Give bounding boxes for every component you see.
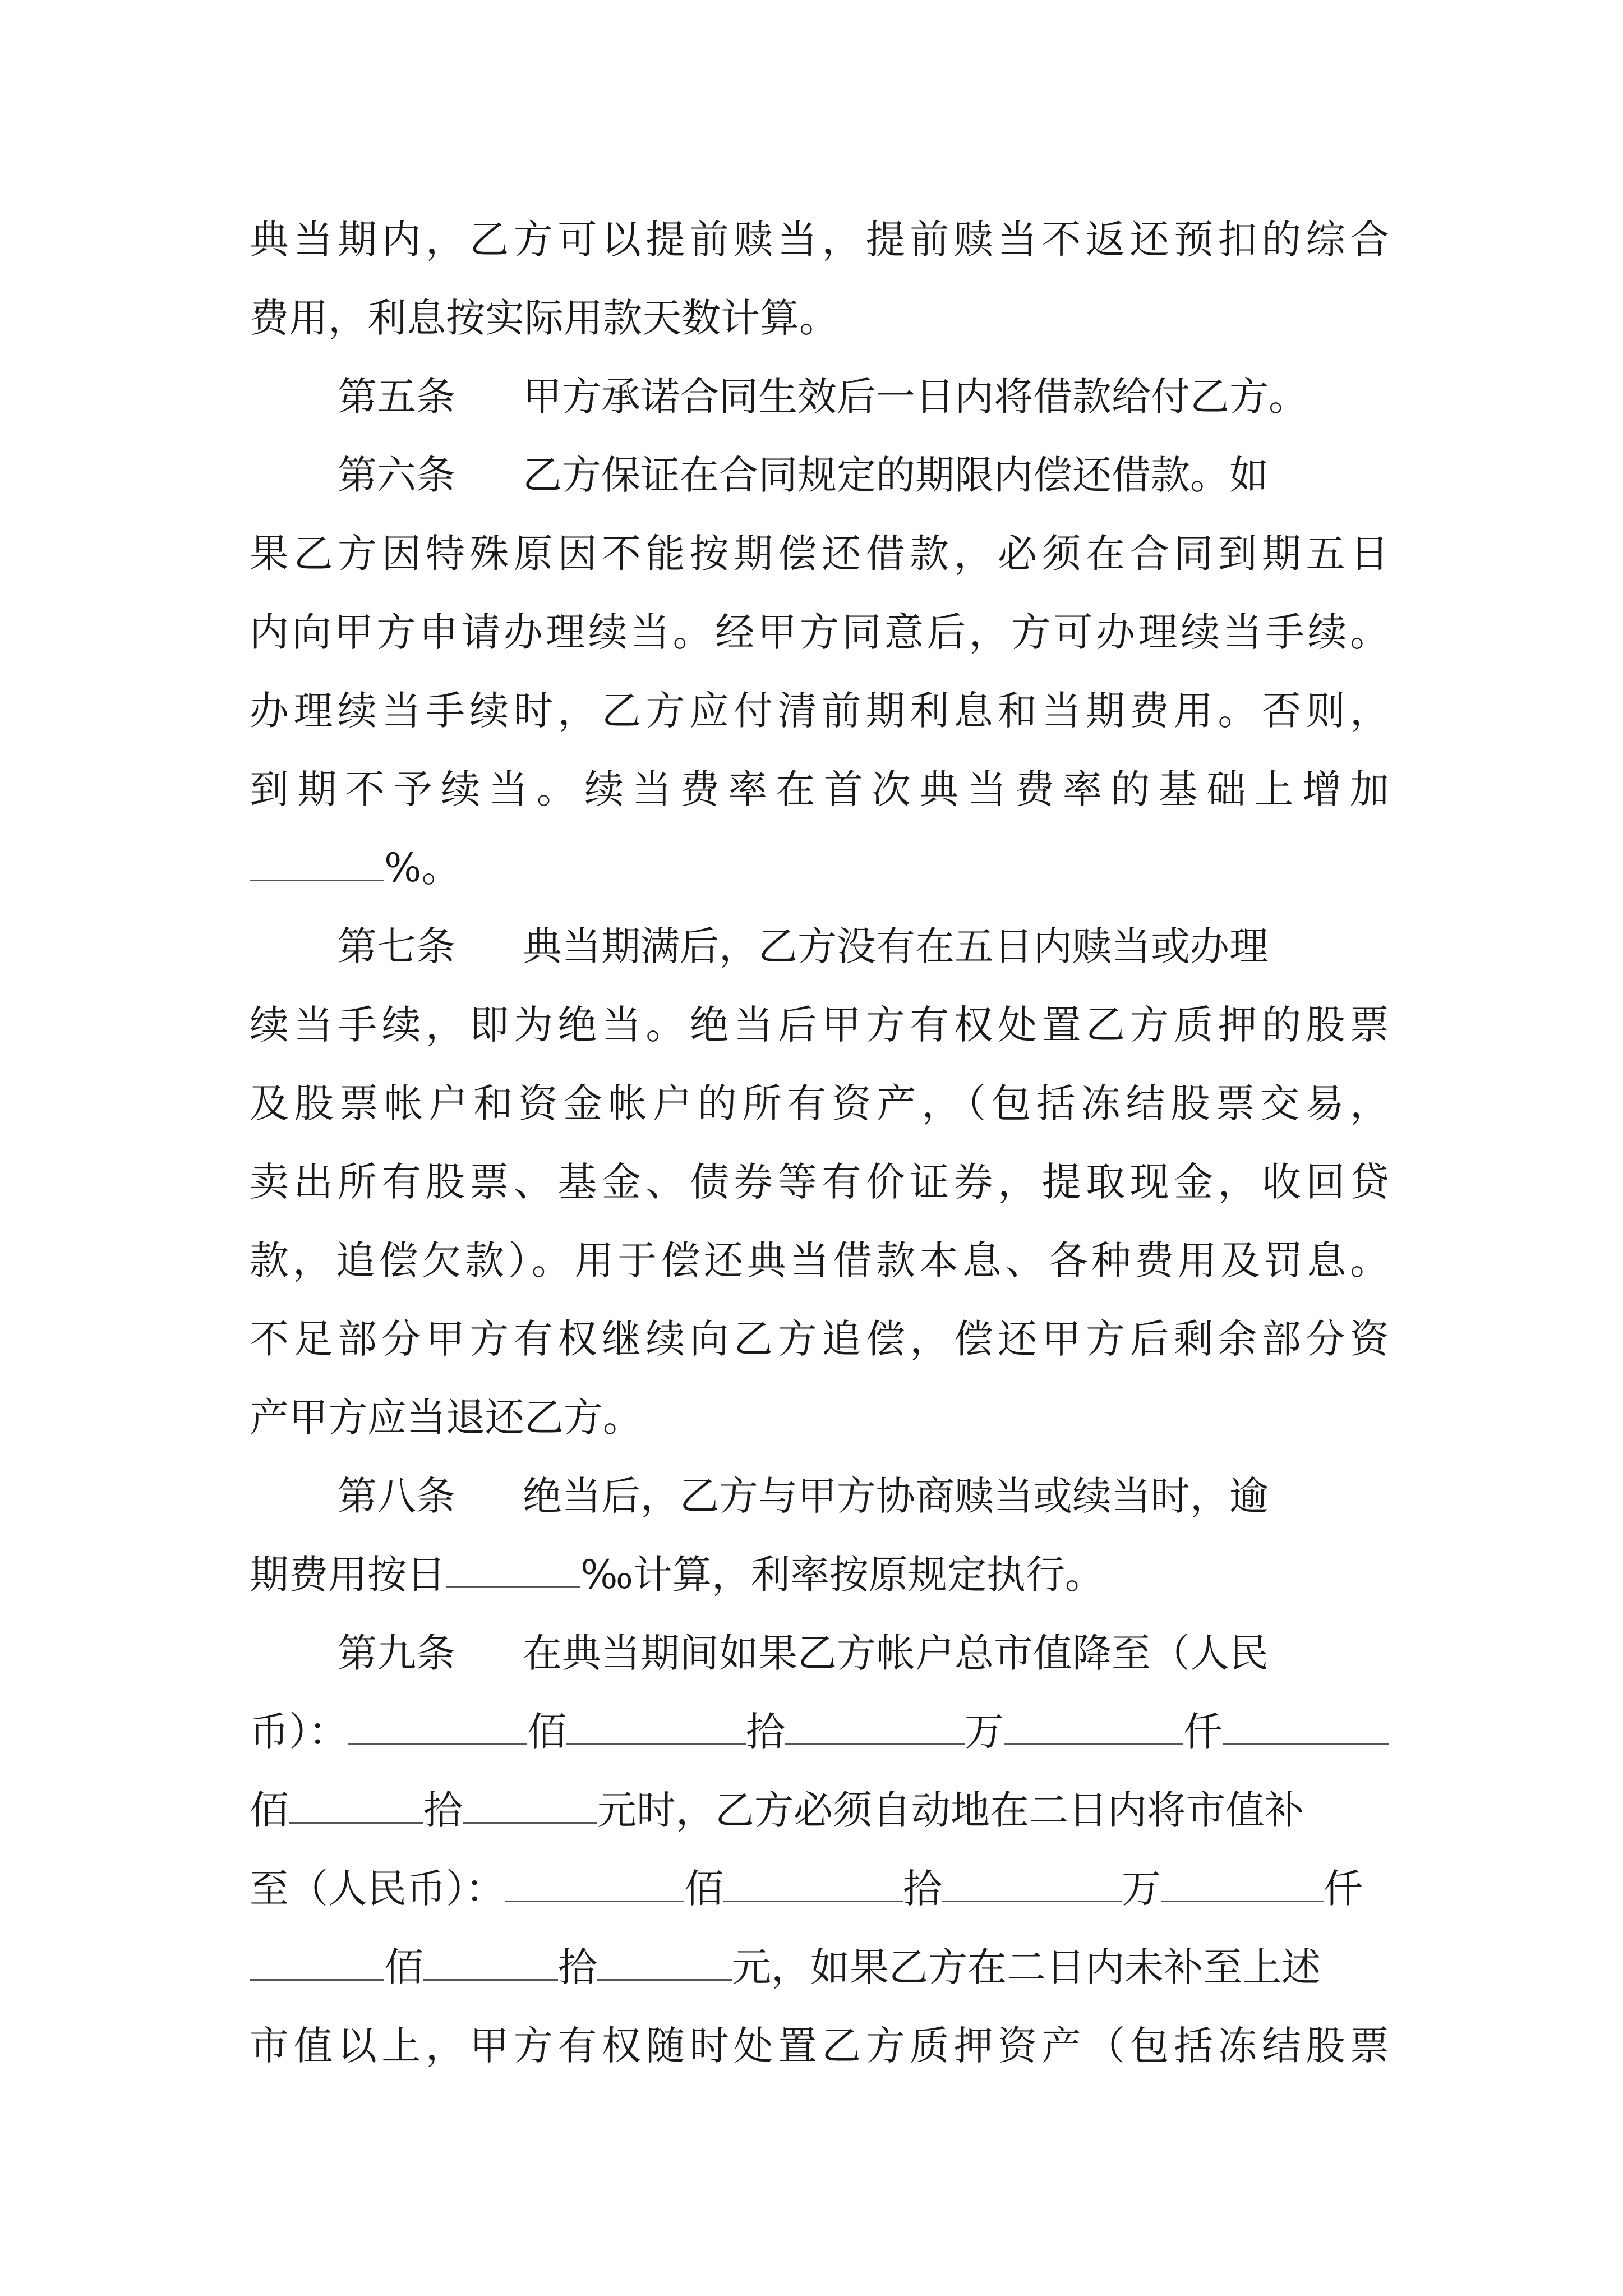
line-text: 绝当后，乙方与甲方协商赎当或续当时，逾 [523,1473,1269,1519]
line-text: 办理续当手续时，乙方应付清前期利息和当期费用。否则， [250,688,1389,734]
line-text: 费用，利息按实际用款天数计算。 [250,295,838,341]
line-text: 币）： [250,1709,348,1755]
unit-label: 万 [965,1709,1004,1755]
unit-label: 佰 [684,1866,723,1912]
line-text: 市值以上，甲方有权随时处置乙方质押资产（包括冻结股票 [250,2023,1389,2069]
fill-in-blank [289,1788,423,1824]
article-8-line [338,1457,1389,1535]
amount-line [250,1692,1389,1771]
line-text: 到期不予续当。续当费率在首次典当费率的基础上增加 [250,766,1389,812]
unit-label: 拾 [423,1787,463,1833]
line-text: 续当手续，即为绝当。绝当后甲方有权处置乙方质押的股票 [250,1002,1389,1048]
paragraph-line [250,593,1389,671]
paragraph-line [250,1221,1389,1300]
unit-label: 拾 [746,1709,785,1755]
paragraph-line [250,1064,1389,1143]
unit-label: 仟 [1324,1866,1363,1912]
fill-in-blank [597,1945,732,1981]
fill-in-blank [1223,1710,1389,1745]
paragraph-line [250,200,1389,279]
line-text: 内向甲方申请办理续当。经甲方同意后，方可办理续当手续。 [250,609,1389,655]
line-text: 在典当期间如果乙方帐户总市值降至（人民 [523,1630,1269,1676]
line-text: 及股票帐户和资金帐户的所有资产，（包括冻结股票交易， [250,1080,1389,1126]
article-number: 第五条 [338,374,455,420]
fill-in-blank [250,1945,384,1981]
article-9-line [338,1614,1389,1692]
line-text: ‰计算，利率按原规定执行。 [580,1552,1104,1598]
fill-in-blank [942,1867,1122,1902]
fill-in-blank [785,1710,965,1745]
line-text: %。 [384,845,461,891]
fill-in-blank [505,1867,684,1902]
amount-line [250,1849,1389,1928]
article-5-line [338,357,1389,436]
article-number: 第八条 [338,1473,455,1519]
paragraph-line [250,1535,1389,1614]
paragraph-line [250,986,1389,1064]
article-6-line [338,436,1389,514]
line-text: 果乙方因特殊原因不能按期偿还借款，必须在合同到期五日 [250,531,1389,577]
amount-line [250,1928,1389,2007]
line-text: 不足部分甲方有权继续向乙方追偿，偿还甲方后剩余部分资 [250,1316,1389,1362]
article-number: 第九条 [338,1630,455,1676]
line-text: 款，追偿欠款）。用于偿还典当借款本息、各种费用及罚息。 [250,1237,1389,1283]
paragraph-line [250,829,1389,907]
line-text: 产甲方应当退还乙方。 [250,1395,642,1441]
article-number: 第七条 [338,923,455,969]
fill-in-blank [446,1553,580,1588]
line-text: 卖出所有股票、基金、债券等有价证券，提取现金，收回贷 [250,1159,1389,1205]
line-text: 典当期满后，乙方没有在五日内赎当或办理 [523,923,1269,969]
fill-in-blank [723,1867,903,1902]
line-text: 典当期内，乙方可以提前赎当，提前赎当不返还预扣的综合 [250,217,1389,263]
line-text: 乙方保证在合同规定的期限内偿还借款。如 [523,452,1269,498]
paragraph-line [250,671,1389,750]
fill-in-blank [1004,1710,1183,1745]
paragraph-line [250,1300,1389,1378]
article-number: 第六条 [338,452,455,498]
unit-label: 佰 [250,1787,289,1833]
line-text: 元时，乙方必须自动地在二日内将市值补 [597,1787,1304,1833]
line-text: 元，如果乙方在二日内未补至上述 [732,1944,1321,1990]
article-7-line [338,907,1389,986]
line-text: 至（人民币）： [250,1866,505,1912]
fill-in-blank [423,1945,558,1981]
unit-label: 佰 [384,1944,423,1990]
unit-label: 佰 [527,1709,566,1755]
fill-in-blank [348,1710,527,1745]
fill-in-blank [566,1710,746,1745]
paragraph-line [250,750,1389,829]
fill-in-blank [463,1788,597,1824]
unit-label: 万 [1122,1866,1161,1912]
line-text: 甲方承诺合同生效后一日内将借款给付乙方。 [523,374,1308,420]
paragraph-line [250,2007,1389,2085]
fill-in-blank [1161,1867,1324,1902]
paragraph-line [250,1143,1389,1221]
line-text: 期费用按日 [250,1552,446,1598]
paragraph-line [250,1378,1389,1457]
unit-label: 拾 [558,1944,597,1990]
unit-label: 仟 [1183,1709,1223,1755]
paragraph-line [250,279,1389,357]
unit-label: 拾 [903,1866,942,1912]
paragraph-line [250,514,1389,593]
amount-line [250,1771,1389,1849]
fill-in-blank [250,846,384,881]
